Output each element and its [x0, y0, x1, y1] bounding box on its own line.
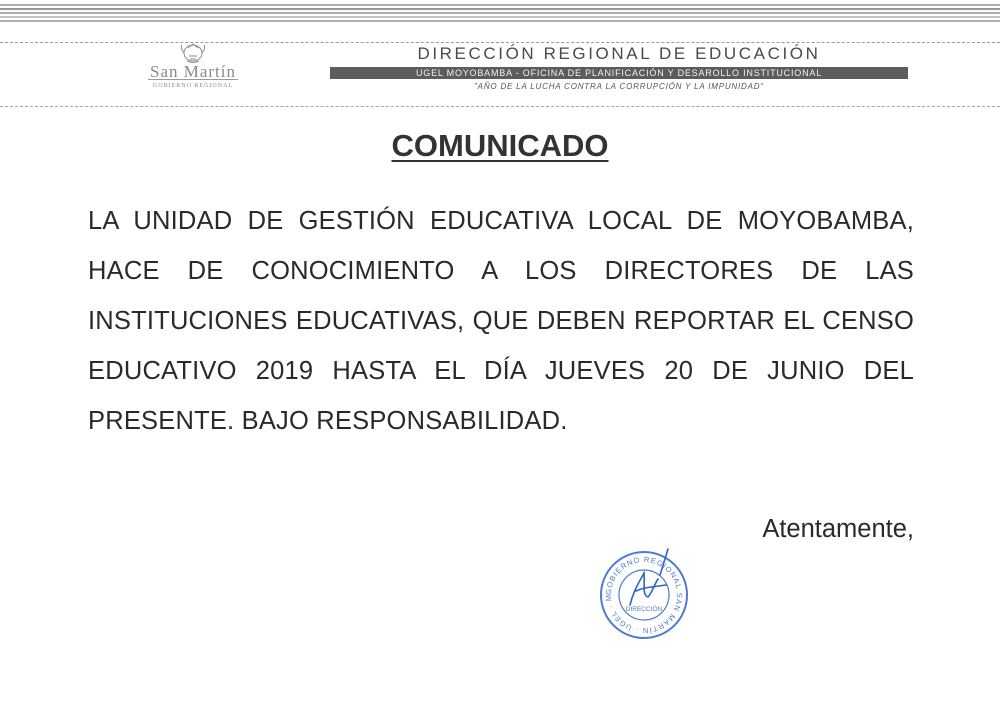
coat-of-arms-icon [178, 42, 208, 64]
svg-text:GOBIERNO REGIONAL SAN MARTÍN ·: GOBIERNO REGIONAL SAN MARTÍN · UGEL · M [603, 554, 685, 636]
svg-text:DIRECCIÓN: DIRECCIÓN [625, 606, 663, 613]
year-motto: "AÑO DE LA LUCHA CONTRA LA CORRUPCIÓN Y LA IMPUNIDAD" [474, 82, 764, 91]
document-title: COMUNICADO [391, 128, 609, 163]
closing-salutation: Atentamente, [762, 515, 914, 543]
scan-artifact-lines [0, 4, 1000, 24]
organization-title: DIRECCIÓN REGIONAL DE EDUCACIÓN [417, 44, 821, 63]
regional-government-logo [118, 42, 268, 100]
official-stamp [590, 545, 698, 645]
header-divider-bottom [0, 106, 1000, 107]
logo-subtitle: GOBIERNO REGIONAL [152, 83, 234, 89]
letterhead [0, 34, 1000, 112]
stamp-seal [590, 545, 687, 638]
organization-subtitle-bar: UGEL MOYOBAMBA - OFICINA DE PLANIFICACIÓN Y DESAROLLO INSTITUCIONAL [330, 67, 908, 79]
logo-name: San Martín [149, 62, 237, 81]
announcement-body: LA UNIDAD DE GESTIÓN EDUCATIVA LOCAL DE MOYOBAMBA, HACE DE CONOCIMIENTO A LOS DIRECTORES DE LAS INSTITUCIONES EDUCATIVAS, QUE DEBEN REPORTAR EL CENSO EDUCATIVO 2019 HASTA EL DÍA JUEVES 20 DE JUNIO DEL PRESENTE. BAJO RESPONSABILIDAD. [88, 207, 914, 435]
